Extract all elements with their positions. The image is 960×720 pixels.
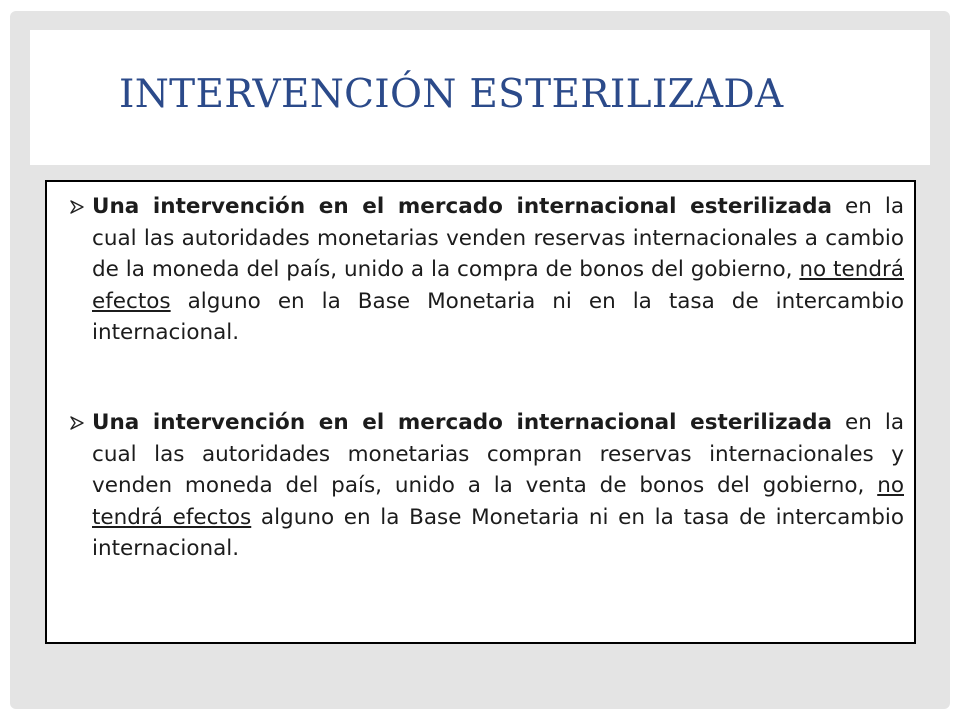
arrow-bullet-icon <box>69 199 85 215</box>
bullet-underlined-text: no tendrá efectos <box>92 257 904 314</box>
bullet-bold-lead: Una intervención en el mercado internacional esterilizada <box>92 194 833 219</box>
bullet-underlined-text: no tendrá efectos <box>92 473 904 530</box>
bullet-item <box>92 407 904 565</box>
bullet-text-end: alguno en la Base Monetaria ni en la tasa de intercambio internacional. <box>92 504 905 561</box>
slide-title: INTERVENCIÓN ESTERILIZADA <box>119 72 784 117</box>
bullet-text-end: alguno en la Base Monetaria ni en la tasa de intercambio internacional. <box>92 288 904 345</box>
bullet-bold-lead: Una intervención en el mercado internacional esterilizada <box>92 410 833 435</box>
arrow-bullet-icon <box>69 415 85 431</box>
bullet-text: en la cual las autoridades monetarias venden reservas internacionales a cambio de la moneda del país, unido a la compra de bonos del gobierno, <box>92 194 904 282</box>
bullet-item <box>92 191 904 349</box>
bullet-text: en la cual las autoridades monetarias compran reservas internacionales y venden moneda del país, unido a la venta de bonos del gobierno, <box>92 410 904 498</box>
